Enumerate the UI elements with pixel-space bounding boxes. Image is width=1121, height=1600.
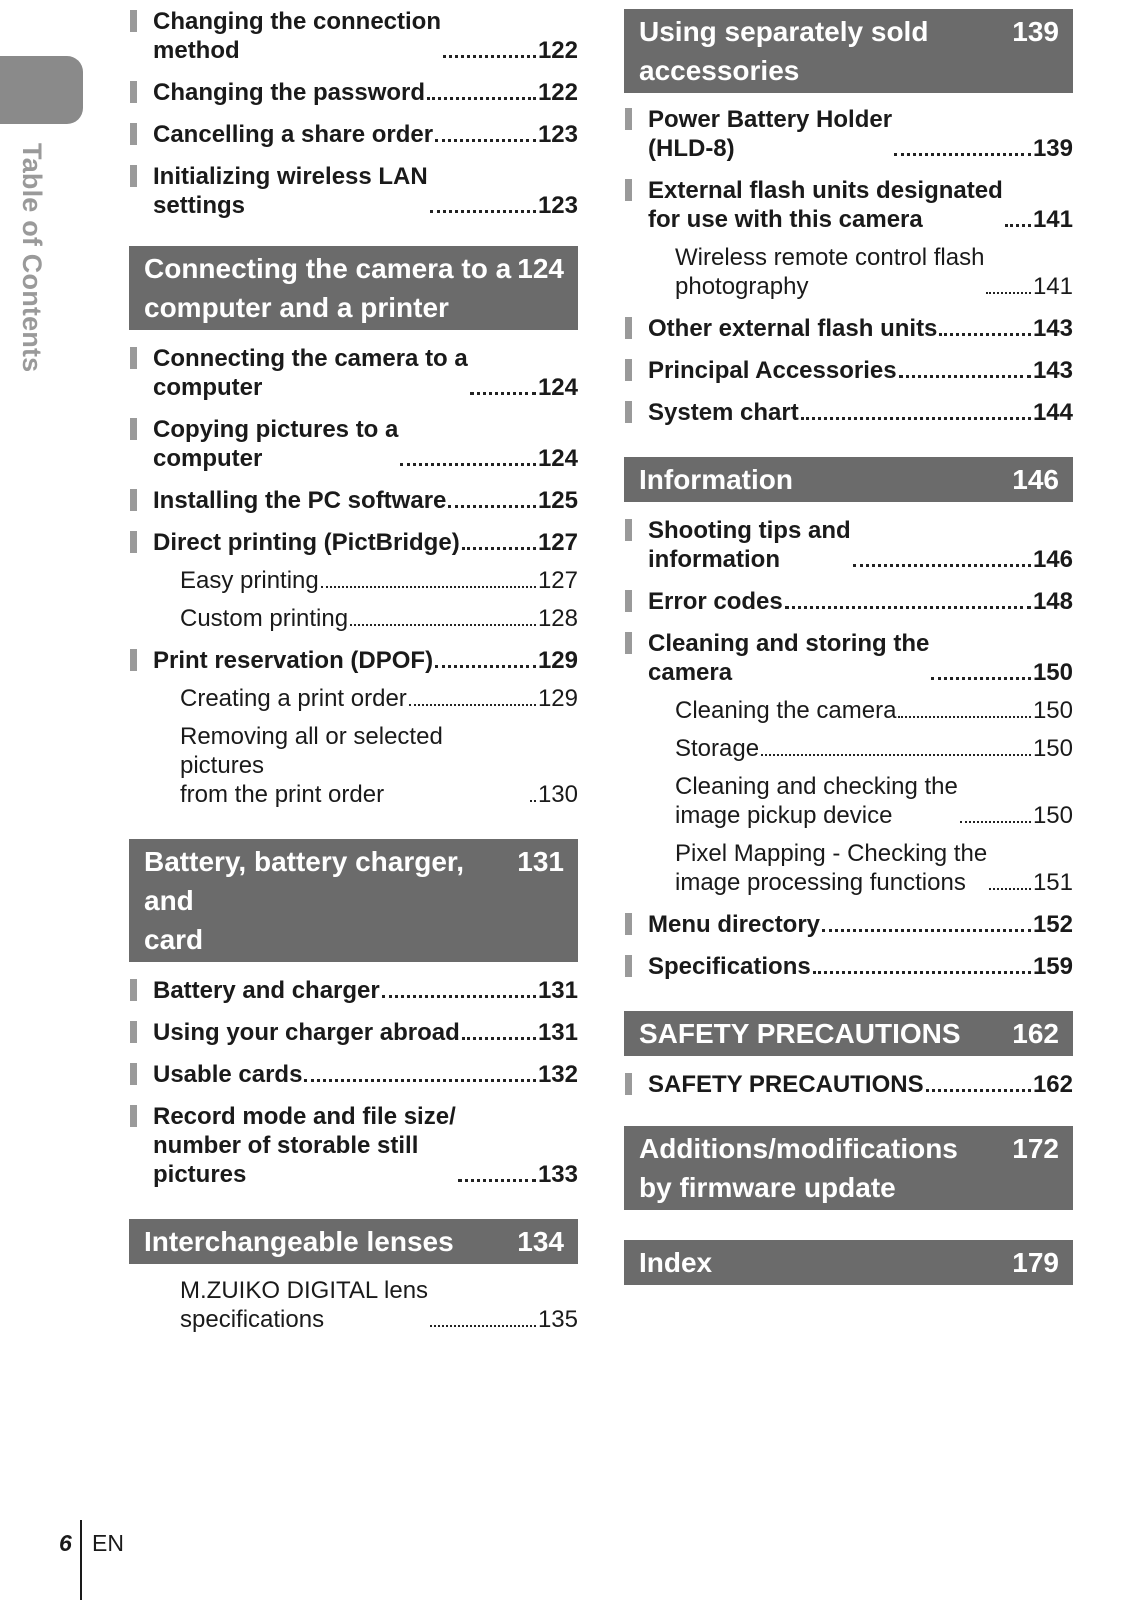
- entry-page-number: 141: [1032, 273, 1073, 300]
- entry-page-number: 146: [1032, 546, 1073, 573]
- dot-leader: [926, 1089, 1031, 1092]
- section-title: Connecting the camera to a computer and a printer: [144, 253, 512, 323]
- entry-title: M.ZUIKO DIGITAL lens specifications: [180, 1277, 429, 1333]
- entry-page-number: 133: [537, 1161, 578, 1188]
- toc-subentry[interactable]: [129, 684, 578, 713]
- entry-page-number: 132: [537, 1061, 578, 1088]
- toc-entry[interactable]: [624, 398, 1073, 427]
- section-title: SAFETY PRECAUTIONS: [639, 1018, 961, 1049]
- entry-page-number: 135: [537, 1306, 578, 1333]
- chapter-tab: [0, 56, 83, 124]
- entry-title: Print reservation (DPOF): [153, 647, 434, 674]
- entry-page-number: 150: [1032, 802, 1073, 829]
- entry-title: Easy printing: [180, 567, 319, 594]
- dot-leader: [430, 210, 536, 213]
- section-page-number: 162: [1012, 1018, 1059, 1049]
- toc-subentry[interactable]: [624, 734, 1073, 763]
- dot-leader: [822, 929, 1031, 932]
- toc-entry[interactable]: [624, 176, 1073, 234]
- entry-page-number: 123: [537, 192, 578, 219]
- entry-title: Power Battery Holder (HLD-8): [648, 106, 893, 162]
- toc-entry[interactable]: [129, 78, 578, 107]
- entry-title: Wireless remote control flash photography: [675, 244, 985, 300]
- toc-entry[interactable]: [624, 314, 1073, 343]
- entry-page-number: 141: [1032, 206, 1073, 233]
- section-header[interactable]: [624, 9, 1073, 93]
- entry-page-number: 130: [537, 781, 578, 808]
- entry-page-number: 144: [1032, 399, 1073, 426]
- entry-title: Battery and charger: [153, 977, 380, 1004]
- dot-leader: [470, 392, 536, 395]
- toc-entry[interactable]: [624, 629, 1073, 687]
- language-code: EN: [92, 1530, 124, 1556]
- entry-title: Principal Accessories: [648, 357, 897, 384]
- entry-page-number: 152: [1032, 911, 1073, 938]
- entry-title: Cleaning and checking the image pickup device: [675, 773, 958, 829]
- entry-title: Cancelling a share order: [153, 121, 434, 148]
- toc-left-column: [129, 7, 578, 1334]
- entry-title: Creating a print order: [180, 685, 407, 712]
- dot-leader: [462, 547, 536, 550]
- entry-page-number: 143: [1032, 315, 1073, 342]
- dot-leader: [443, 55, 536, 58]
- dot-leader: [761, 754, 1031, 756]
- toc-entry[interactable]: [624, 105, 1073, 163]
- entry-title: Initializing wireless LAN settings: [153, 163, 428, 219]
- entry-title: Cleaning the camera: [675, 697, 897, 724]
- entry-page-number: 150: [1032, 697, 1073, 724]
- entry-page-number: 131: [537, 977, 578, 1004]
- entry-title: Changing the password: [153, 79, 426, 106]
- dot-leader: [400, 463, 536, 466]
- toc-entry[interactable]: [129, 1018, 578, 1047]
- dot-leader: [853, 564, 1031, 567]
- toc-entry[interactable]: [129, 344, 578, 402]
- section-header[interactable]: [624, 1126, 1073, 1210]
- dot-leader: [1005, 224, 1031, 227]
- section-page-number: 139: [1012, 16, 1059, 47]
- toc-subentry[interactable]: [624, 243, 1073, 301]
- entry-title: External flash units designated for use with this camera: [648, 177, 1003, 233]
- toc-subentry[interactable]: [624, 772, 1073, 830]
- toc-entry[interactable]: [129, 528, 578, 557]
- entry-page-number: 162: [1032, 1071, 1073, 1098]
- toc-subentry[interactable]: [624, 696, 1073, 725]
- toc-entry[interactable]: [129, 1060, 578, 1089]
- dot-leader: [989, 888, 1031, 890]
- section-title: Information: [639, 464, 793, 495]
- dot-leader: [960, 821, 1031, 823]
- toc-entry[interactable]: [624, 516, 1073, 574]
- entry-title: Specifications: [648, 953, 811, 980]
- dot-leader: [321, 586, 536, 588]
- toc-subentry[interactable]: [129, 566, 578, 595]
- section-header[interactable]: [129, 246, 578, 330]
- section-page-number: 134: [517, 1226, 564, 1257]
- toc-entry[interactable]: [129, 646, 578, 675]
- dot-leader: [898, 716, 1030, 718]
- entry-title: Using your charger abroad: [153, 1019, 460, 1046]
- toc-entry[interactable]: [624, 952, 1073, 981]
- toc-entry[interactable]: [624, 1070, 1073, 1099]
- dot-leader: [530, 800, 536, 802]
- entry-page-number: 139: [1032, 135, 1073, 162]
- toc-entry[interactable]: [624, 356, 1073, 385]
- entry-page-number: 124: [537, 445, 578, 472]
- entry-title: Record mode and file size/ number of storable still pictures: [153, 1103, 456, 1188]
- toc-subentry[interactable]: [129, 1276, 578, 1334]
- section-title: Using separately sold accessories: [639, 16, 929, 86]
- dot-leader: [430, 1325, 536, 1327]
- entry-page-number: 125: [537, 487, 578, 514]
- section-page-number: 172: [1012, 1133, 1059, 1164]
- entry-title: Storage: [675, 735, 760, 762]
- entry-title: Changing the connection method: [153, 8, 441, 64]
- toc-subentry[interactable]: [129, 604, 578, 633]
- entry-title: System chart: [648, 399, 799, 426]
- entry-page-number: 127: [537, 567, 578, 594]
- entry-page-number: 122: [537, 79, 578, 106]
- section-header[interactable]: [624, 1011, 1073, 1056]
- entry-page-number: 129: [537, 647, 578, 674]
- toc-entry[interactable]: [624, 587, 1073, 616]
- dot-leader: [458, 1179, 536, 1182]
- entry-page-number: 129: [537, 685, 578, 712]
- chapter-tab-label: Table of Contents: [17, 143, 47, 373]
- toc-entry[interactable]: [129, 120, 578, 149]
- dot-leader: [894, 153, 1031, 156]
- section-page-number: 131: [517, 846, 564, 877]
- entry-page-number: 150: [1032, 659, 1073, 686]
- entry-title: SAFETY PRECAUTIONS: [648, 1071, 924, 1098]
- entry-title: Direct printing (PictBridge): [153, 529, 460, 556]
- entry-title: Shooting tips and information: [648, 517, 851, 573]
- section-title: Battery, battery charger, and card: [144, 846, 465, 955]
- entry-title: Removing all or selected pictures from the print order: [180, 723, 443, 808]
- toc-entry[interactable]: [129, 486, 578, 515]
- entry-page-number: 151: [1032, 869, 1073, 896]
- section-title: Index: [639, 1247, 713, 1278]
- entry-page-number: 143: [1032, 357, 1073, 384]
- entry-title: Installing the PC software: [153, 487, 447, 514]
- section-title: Interchangeable lenses: [144, 1226, 454, 1257]
- dot-leader: [785, 606, 1031, 609]
- toc-entry[interactable]: [129, 1102, 578, 1189]
- dot-leader: [813, 971, 1031, 974]
- entry-page-number: 127: [537, 529, 578, 556]
- entry-page-number: 124: [537, 374, 578, 401]
- dot-leader: [304, 1079, 536, 1082]
- section-header[interactable]: [624, 457, 1073, 502]
- entry-page-number: 159: [1032, 953, 1073, 980]
- toc-subentry[interactable]: [624, 839, 1073, 897]
- entry-title: Error codes: [648, 588, 783, 615]
- dot-leader: [350, 624, 536, 626]
- entry-title: Other external flash units: [648, 315, 938, 342]
- dot-leader: [409, 704, 536, 706]
- entry-page-number: 128: [537, 605, 578, 632]
- entry-page-number: 122: [537, 37, 578, 64]
- dot-leader: [435, 139, 536, 142]
- toc-entry[interactable]: [624, 910, 1073, 939]
- entry-title: Copying pictures to a computer: [153, 416, 399, 472]
- section-page-number: 124: [517, 253, 564, 284]
- toc-entry[interactable]: [129, 415, 578, 473]
- entry-title: Usable cards: [153, 1061, 303, 1088]
- entry-page-number: 123: [537, 121, 578, 148]
- entry-title: Pixel Mapping - Checking the image processing functions: [675, 840, 988, 896]
- section-header[interactable]: [129, 1219, 578, 1264]
- dot-leader: [435, 665, 536, 668]
- dot-leader: [899, 375, 1031, 378]
- dot-leader: [801, 417, 1031, 420]
- entry-title: Menu directory: [648, 911, 821, 938]
- entry-title: Connecting the camera to a computer: [153, 345, 468, 401]
- toc-entry[interactable]: [129, 976, 578, 1005]
- entry-page-number: 150: [1032, 735, 1073, 762]
- entry-title: Cleaning and storing the camera: [648, 630, 930, 686]
- dot-leader: [427, 97, 536, 100]
- section-header[interactable]: [129, 839, 578, 962]
- page-number: 6: [59, 1530, 72, 1556]
- dot-leader: [382, 995, 536, 998]
- dot-leader: [448, 505, 536, 508]
- section-page-number: 179: [1012, 1247, 1059, 1278]
- dot-leader: [462, 1037, 536, 1040]
- dot-leader: [931, 677, 1031, 680]
- toc-right-column: [624, 9, 1073, 1285]
- section-page-number: 146: [1012, 464, 1059, 495]
- toc-entry[interactable]: [129, 7, 578, 65]
- entry-title: Custom printing: [180, 605, 349, 632]
- entry-page-number: 148: [1032, 588, 1073, 615]
- section-title: Additions/modifications by firmware update: [639, 1133, 958, 1203]
- toc-entry[interactable]: [129, 162, 578, 220]
- dot-leader: [939, 333, 1031, 336]
- section-header[interactable]: [624, 1240, 1073, 1285]
- footer-divider: [80, 1520, 82, 1600]
- toc-subentry[interactable]: [129, 722, 578, 809]
- dot-leader: [986, 292, 1031, 294]
- entry-page-number: 131: [537, 1019, 578, 1046]
